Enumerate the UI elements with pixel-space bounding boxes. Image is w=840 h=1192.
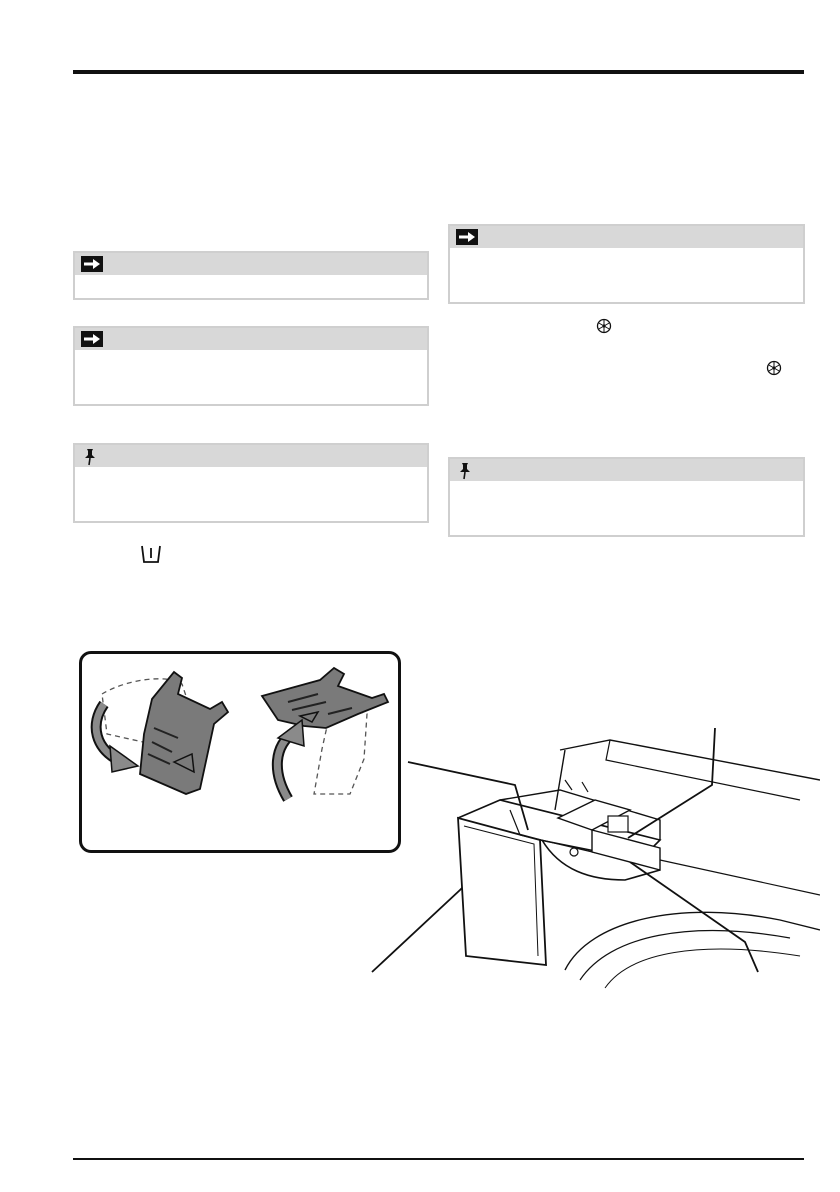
- pushpin-icon: [456, 462, 474, 480]
- info-note-2: [73, 326, 429, 406]
- tip-note-1: [73, 443, 429, 523]
- tip-note-header: [450, 459, 803, 481]
- fabric-softener-flower-icon: [596, 318, 612, 334]
- arrow-right-icon: [456, 229, 478, 245]
- pushpin-icon: [81, 448, 99, 466]
- fabric-softener-flower-icon: [766, 360, 782, 376]
- main-wash-compartment-icon: [140, 544, 162, 564]
- info-note-header: [450, 226, 803, 248]
- arrow-right-icon: [81, 331, 103, 347]
- info-note-header: [75, 328, 427, 350]
- header-rule: [73, 70, 804, 74]
- tip-note-header: [75, 445, 427, 467]
- footer-rule: [73, 1158, 804, 1160]
- arrow-right-icon: [81, 256, 103, 272]
- washing-machine-drawer-illustration: [360, 720, 820, 990]
- info-note-3: [448, 224, 805, 304]
- flap-illustration-frame: [79, 651, 401, 853]
- detergent-flap-illustration: [82, 654, 398, 850]
- tip-note-2: [448, 457, 805, 537]
- info-note-header: [75, 253, 427, 275]
- info-note-1: [73, 251, 429, 300]
